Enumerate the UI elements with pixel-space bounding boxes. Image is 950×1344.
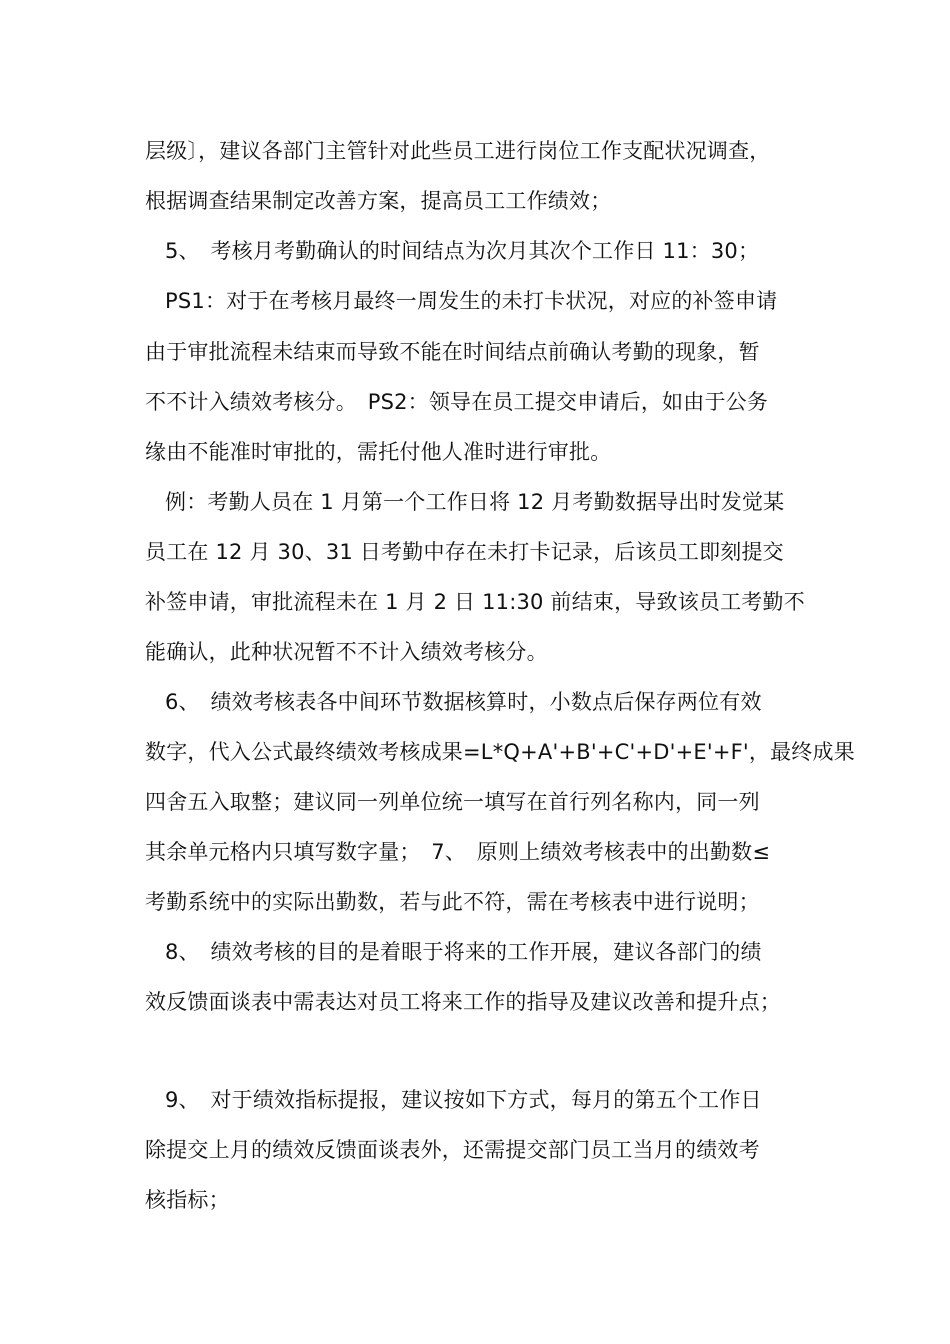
list-item-8: 8、 绩效考核的目的是着眼于将来的工作开展，建议各部门的绩 [165, 940, 762, 964]
text-line: 核指标； [145, 1188, 230, 1212]
list-item-7: 其余单元格内只填写数字量； 7、 原则上绩效考核表中的出勤数≤ [145, 840, 771, 864]
text-line: 根据调查结果制定改善方案，提高员工工作绩效； [145, 189, 612, 213]
text-line: 效反馈面谈表中需表达对员工将来工作的指导及建议改善和提升点； [145, 990, 781, 1014]
text-line: 补签申请，审批流程未在 1 月 2 日 11:30 前结束，导致该员工考勤不 [145, 590, 805, 614]
example-text: 例：考勤人员在 1 月第一个工作日将 12 月考勤数据导出时发觉某 [165, 490, 785, 514]
formula-text: 数字，代入公式最终绩效考核成果=L*Q+A'+B'+C'+D'+E'+F'，最终成果 [145, 740, 855, 764]
list-item-5: 5、 考核月考勤确认的时间结点为次月其次个工作日 11：30； [165, 239, 760, 263]
text-line: 层级〕，建议各部门主管针对此些员工进行岗位工作支配状况调查， [145, 139, 771, 163]
list-item-6: 6、 绩效考核表各中间环节数据核算时，小数点后保存两位有效 [165, 690, 762, 714]
text-line: 四舍五入取整；建议同一列单位统一填写在首行列名称内，同一列 [145, 790, 760, 814]
text-line: 考勤系统中的实际出勤数，若与此不符，需在考核表中进行说明； [145, 890, 760, 914]
ps1-text: PS1：对于在考核月最终一周发生的未打卡状况，对应的补签申请 [165, 289, 778, 313]
text-line: 由于审批流程未结束而导致不能在时间结点前确认考勤的现象，暂 [145, 340, 760, 364]
text-line: 员工在 12 月 30、31 日考勤中存在未打卡记录，后该员工即刻提交 [145, 540, 784, 564]
text-line: 除提交上月的绩效反馈面谈表外，还需提交部门员工当月的绩效考 [145, 1138, 760, 1162]
list-item-9: 9、 对于绩效指标提报，建议按如下方式，每月的第五个工作日 [165, 1088, 762, 1112]
text-line: 能确认，此种状况暂不不计入绩效考核分。 [145, 640, 548, 664]
ps2-text: 不不计入绩效考核分。 PS2：领导在员工提交申请后，如由于公务 [145, 390, 769, 414]
text-line: 缘由不能准时审批的，需托付他人准时进行审批。 [145, 440, 612, 464]
